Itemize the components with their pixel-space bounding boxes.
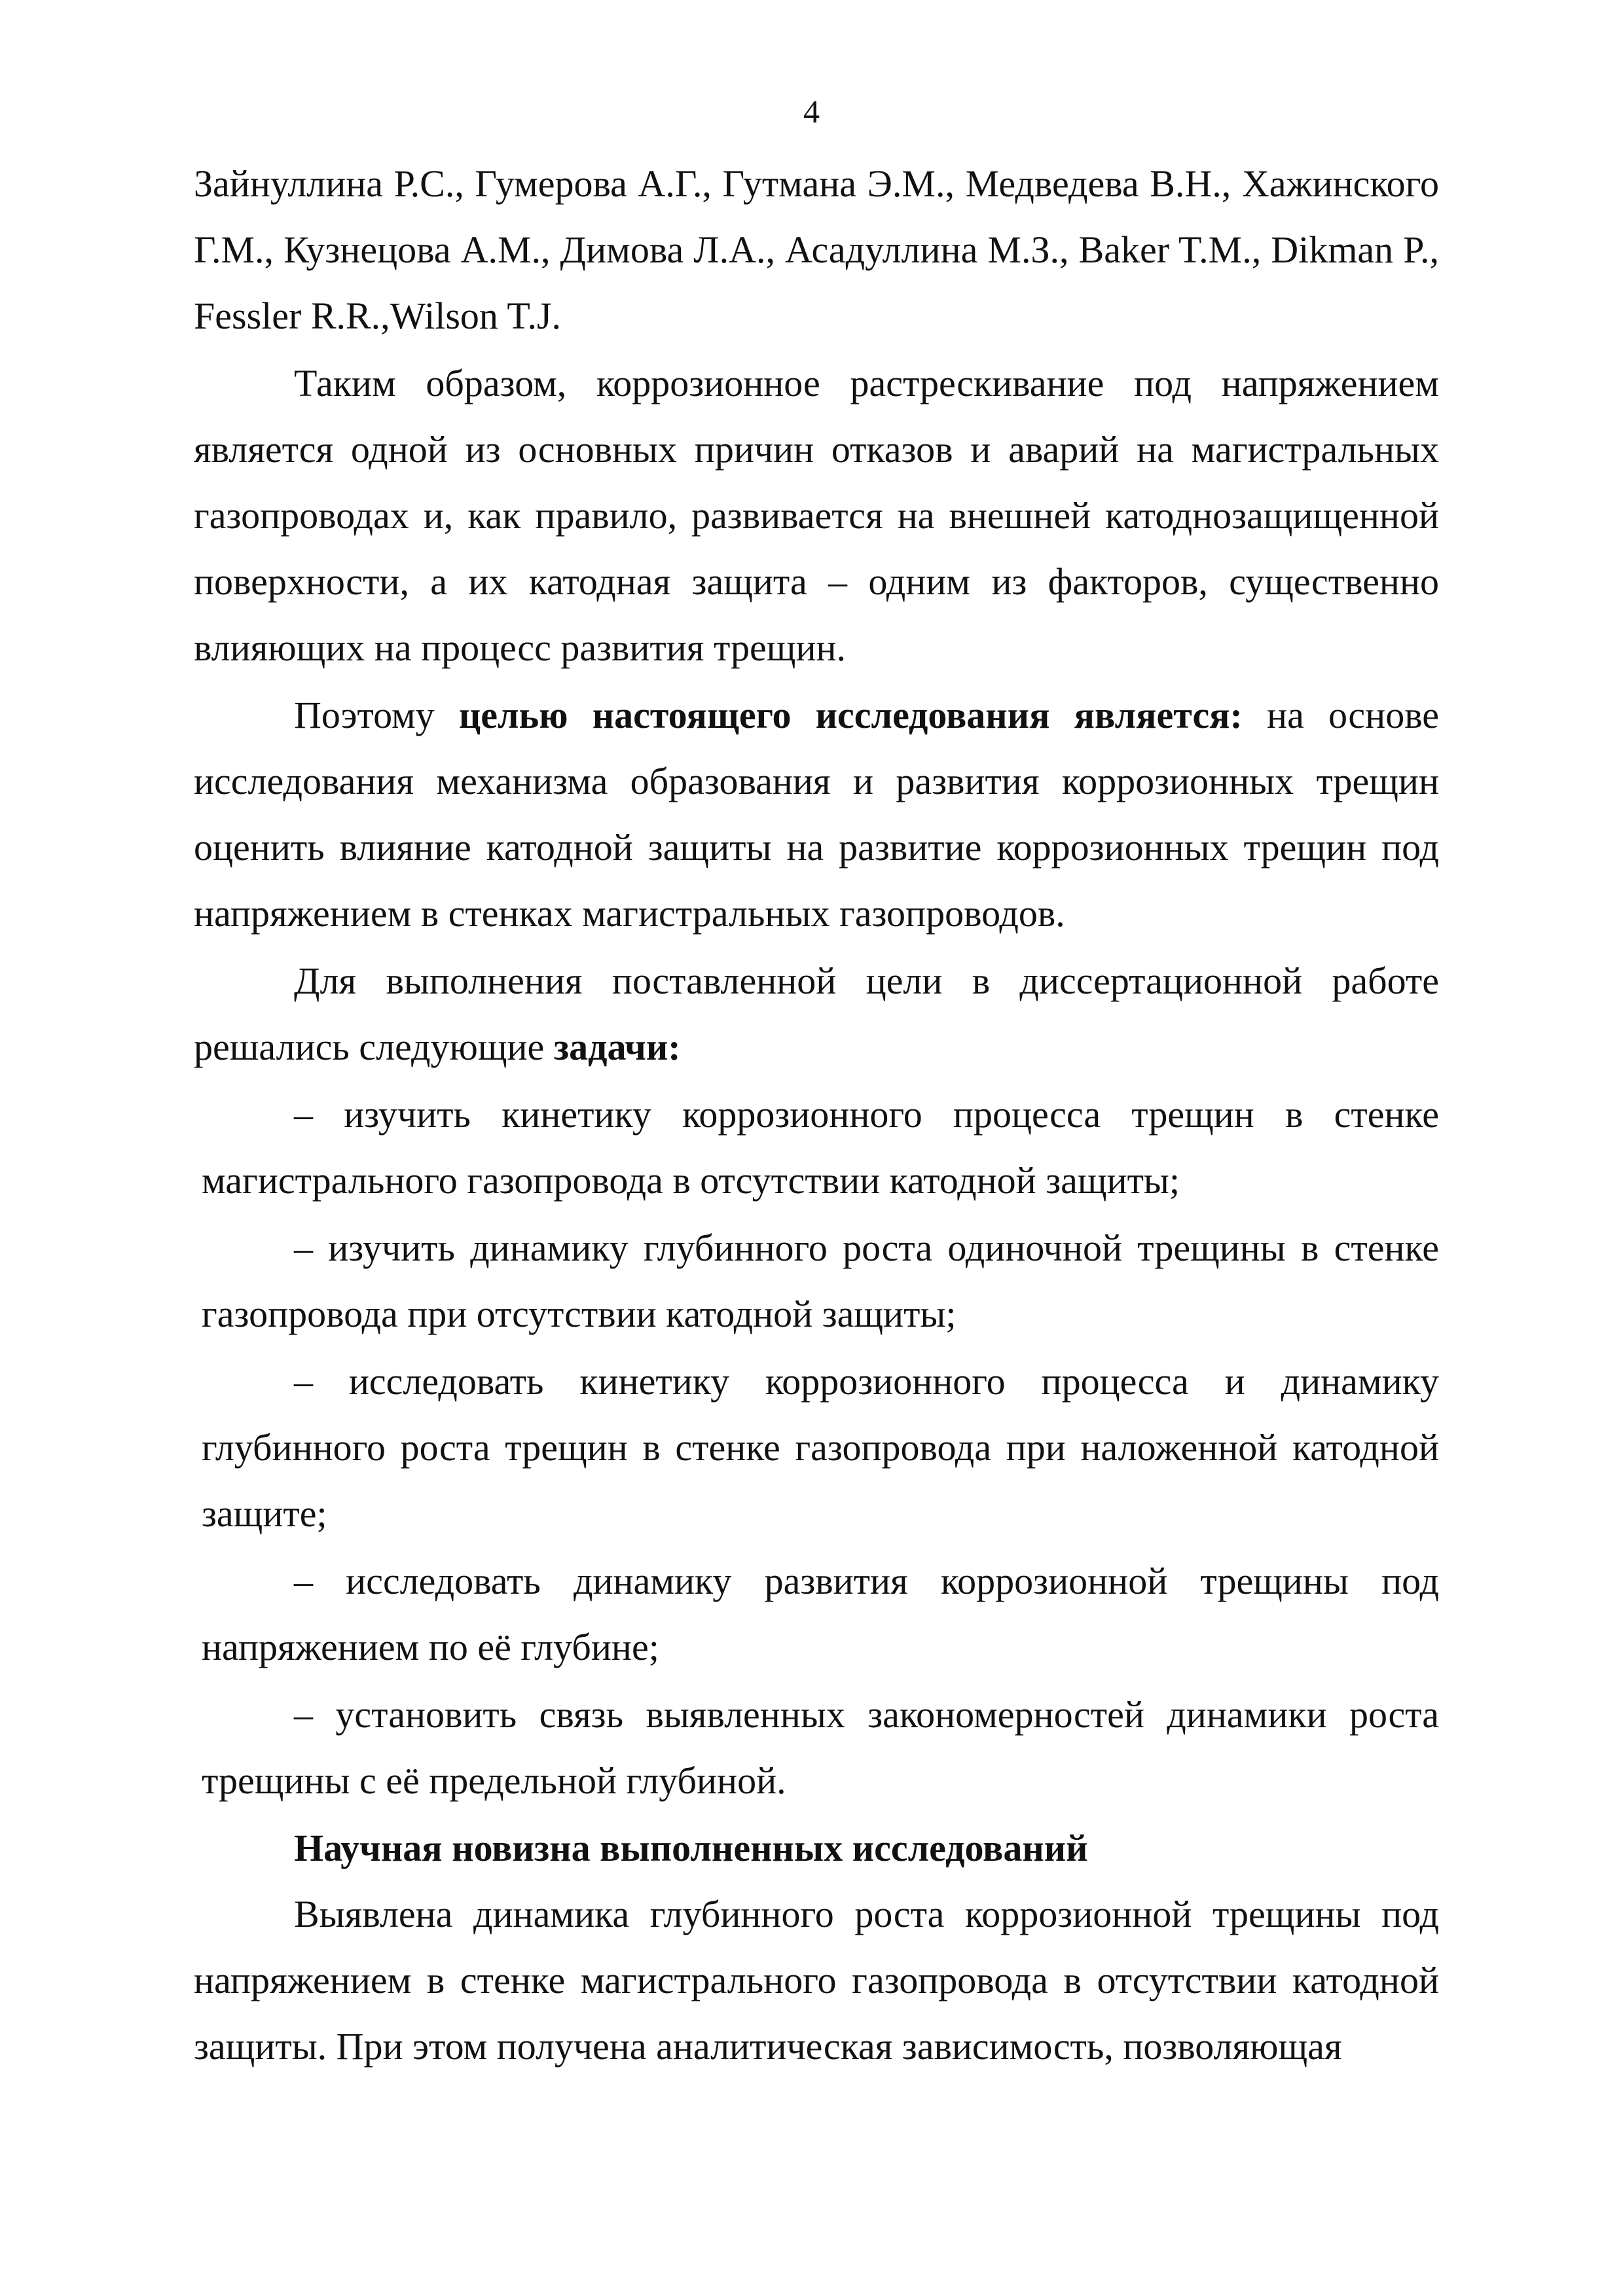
page-body [194, 151, 1439, 2079]
intro-continuation-paragraph: Зайнуллина Р.С., Гумерова А.Г., Гутмана Э.М., Медведева В.Н., Хажинского Г.М., Кузнецова А.М., Димова Л.А., Асадуллина М.З., Baker T.M., Dikman P., Fessler R.R.,Wilson T.J. [194, 162, 1439, 337]
novelty-heading: Научная новизна выполненных исследований [294, 1827, 1088, 1869]
novelty-paragraph: Выявлена динамика глубинного роста коррозионной трещины под напряжением в стенке магистрального газопровода в отсутствии катодной защиты. При этом получена аналитическая зависимость, позволяющая [194, 1893, 1439, 2068]
tasks-intro-lead-text: Для выполнения поставленной цели в диссертационной работе решались следующие [194, 960, 1439, 1068]
task-item: – исследовать кинетику коррозионного процесса и динамику глубинного роста трещин в стенке газопровода при наложенной катодной защите; [202, 1360, 1439, 1535]
tasks-intro-paragraph [194, 948, 1439, 1080]
task-item: – исследовать динамику развития коррозионной трещины под напряжением по её глубине; [202, 1560, 1439, 1668]
task-item: – изучить кинетику коррозионного процесса трещин в стенке магистрального газопровода в отсутствии катодной защиты; [202, 1093, 1439, 1202]
goal-emphasis-text: целью настоящего исследования является: [458, 694, 1243, 736]
page-number: 4 [803, 93, 820, 130]
summary-paragraph: Таким образом, коррозионное растрескивание под напряжением является одной из основных причин отказов и аварий на магистральных газопроводах и, как правило, развивается на внешней катоднозащищенной поверхности, а их катодная защита – одним из факторов, существенно влияющих на процесс развития трещин. [194, 362, 1439, 669]
task-item: – установить связь выявленных закономерностей динамики роста трещины с её предельной глубиной. [202, 1693, 1439, 1802]
goal-lead-text: Поэтому [294, 694, 459, 736]
tasks-intro-emphasis-text: задачи: [553, 1026, 681, 1068]
goal-rest-text: на основе исследования механизма образования и развития коррозионных трещин оценить влияние катодной защиты на развитие коррозионных трещин под напряжением в стенках магистральных газопроводов. [194, 694, 1439, 935]
task-item: – изучить динамику глубинного роста одиночной трещины в стенке газопровода при отсутствии катодной защиты; [202, 1227, 1439, 1335]
goal-paragraph [194, 682, 1439, 946]
